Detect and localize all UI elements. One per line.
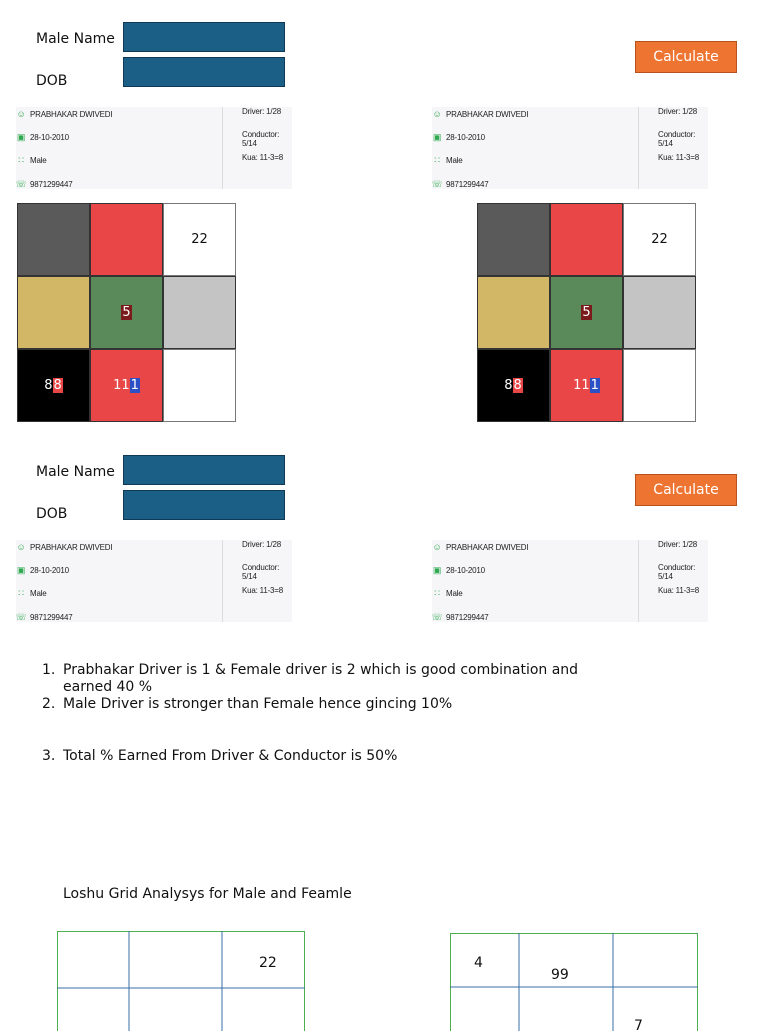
grid-value: 1	[590, 378, 599, 393]
note-number: 3.	[42, 748, 56, 764]
profile-gender: Male	[446, 155, 463, 165]
grid-cell	[90, 203, 163, 276]
person-icon: ☺	[432, 109, 442, 119]
grid-cell	[623, 349, 696, 422]
note-number: 2.	[42, 696, 56, 712]
loshu-value: 4	[474, 955, 483, 971]
profile-card-right	[432, 540, 708, 622]
phone-icon: ☏	[431, 611, 443, 622]
calculate-button[interactable]: Calculate	[635, 41, 737, 73]
grid-value: 5	[122, 305, 131, 320]
profile-conductor: Conductor: 5/14	[658, 563, 696, 581]
dob-field[interactable]	[123, 490, 285, 520]
grid-icon: ∷	[434, 154, 440, 165]
calendar-icon: ▣	[432, 564, 442, 575]
grid-value: 8	[504, 378, 513, 393]
person-icon: ☺	[16, 109, 26, 119]
grid-cell	[163, 349, 236, 422]
note-number: 1.	[42, 662, 56, 678]
grid-value: 11	[113, 378, 130, 393]
grid-cell	[550, 276, 623, 349]
profile-dob: 28-10-2010	[30, 565, 69, 575]
grid-value: 8	[53, 378, 62, 393]
loshu-grid-male	[57, 931, 305, 1031]
dob-label: DOB	[36, 73, 68, 89]
profile-kua: Kua: 11-3=8	[242, 586, 284, 595]
grid-cell	[477, 349, 550, 422]
profile-gender: Male	[30, 155, 47, 165]
profile-gender: Male	[30, 588, 47, 598]
grid-value: 5	[582, 305, 591, 320]
profile-name: PRABHAKAR DWIVEDI	[446, 542, 529, 552]
grid-cell	[163, 203, 236, 276]
male-name-field[interactable]	[123, 455, 285, 485]
grid-cell	[17, 276, 90, 349]
profile-card-right	[432, 107, 708, 189]
grid-cell	[90, 349, 163, 422]
profile-name: PRABHAKAR DWIVEDI	[30, 542, 113, 552]
color-grid-left	[17, 203, 236, 421]
profile-card-left	[16, 540, 292, 622]
grid-cell	[17, 349, 90, 422]
grid-value: 8	[44, 378, 53, 393]
grid-icon: ∷	[18, 587, 24, 598]
calendar-icon: ▣	[432, 131, 442, 142]
profile-driver: Driver: 1/28	[242, 540, 281, 549]
phone-icon: ☏	[15, 611, 27, 622]
profile-phone: 9871299447	[446, 612, 489, 622]
profile-card-left	[16, 107, 292, 189]
male-name-label: Male Name	[36, 31, 115, 47]
profile-name: PRABHAKAR DWIVEDI	[446, 109, 529, 119]
person-icon: ☺	[16, 542, 26, 552]
male-name-label: Male Name	[36, 464, 115, 480]
phone-icon: ☏	[431, 178, 443, 189]
profile-dob: 28-10-2010	[446, 565, 485, 575]
profile-dob: 28-10-2010	[30, 132, 69, 142]
grid-cell	[477, 203, 550, 276]
profile-kua: Kua: 11-3=8	[242, 153, 284, 162]
loshu-value: 7	[634, 1018, 643, 1034]
profile-phone: 9871299447	[446, 179, 489, 189]
profile-name: PRABHAKAR DWIVEDI	[30, 109, 113, 119]
calculate-button[interactable]: Calculate	[635, 474, 737, 506]
grid-value: 22	[651, 232, 668, 247]
profile-phone: 9871299447	[30, 179, 73, 189]
grid-icon: ∷	[434, 587, 440, 598]
grid-value: 1	[130, 378, 139, 393]
grid-value: 8	[513, 378, 522, 393]
color-grid-right	[477, 203, 696, 421]
calendar-icon: ▣	[16, 564, 26, 575]
grid-cell	[550, 203, 623, 276]
loshu-grid-female	[450, 933, 698, 1034]
grid-cell	[550, 349, 623, 422]
profile-dob: 28-10-2010	[446, 132, 485, 142]
grid-value: 11	[573, 378, 590, 393]
profile-phone: 9871299447	[30, 612, 73, 622]
profile-kua: Kua: 11-3=8	[658, 153, 700, 162]
profile-driver: Driver: 1/28	[242, 107, 281, 116]
calendar-icon: ▣	[16, 131, 26, 142]
profile-driver: Driver: 1/28	[658, 107, 697, 116]
grid-cell	[623, 203, 696, 276]
loshu-title: Loshu Grid Analysys for Male and Feamle	[63, 886, 352, 902]
grid-cell	[163, 276, 236, 349]
profile-conductor: Conductor: 5/14	[658, 130, 696, 148]
dob-field[interactable]	[123, 57, 285, 87]
grid-cell	[623, 276, 696, 349]
grid-icon: ∷	[18, 154, 24, 165]
note-text: Prabhakar Driver is 1 & Female driver is 2 which is good combination and earned 40 %	[63, 662, 579, 695]
note-text: Total % Earned From Driver & Conductor is 50%	[63, 748, 398, 764]
profile-conductor: Conductor: 5/14	[242, 130, 280, 148]
profile-driver: Driver: 1/28	[658, 540, 697, 549]
dob-label: DOB	[36, 506, 68, 522]
profile-gender: Male	[446, 588, 463, 598]
profile-conductor: Conductor: 5/14	[242, 563, 280, 581]
note-text: Male Driver is stronger than Female hence gincing 10%	[63, 696, 453, 712]
grid-cell	[477, 276, 550, 349]
grid-value: 22	[191, 232, 208, 247]
loshu-value: 22	[259, 955, 277, 971]
profile-kua: Kua: 11-3=8	[658, 586, 700, 595]
grid-cell	[17, 203, 90, 276]
male-name-field[interactable]	[123, 22, 285, 52]
phone-icon: ☏	[15, 178, 27, 189]
grid-cell	[90, 276, 163, 349]
loshu-value: 99	[551, 967, 569, 983]
person-icon: ☺	[432, 542, 442, 552]
